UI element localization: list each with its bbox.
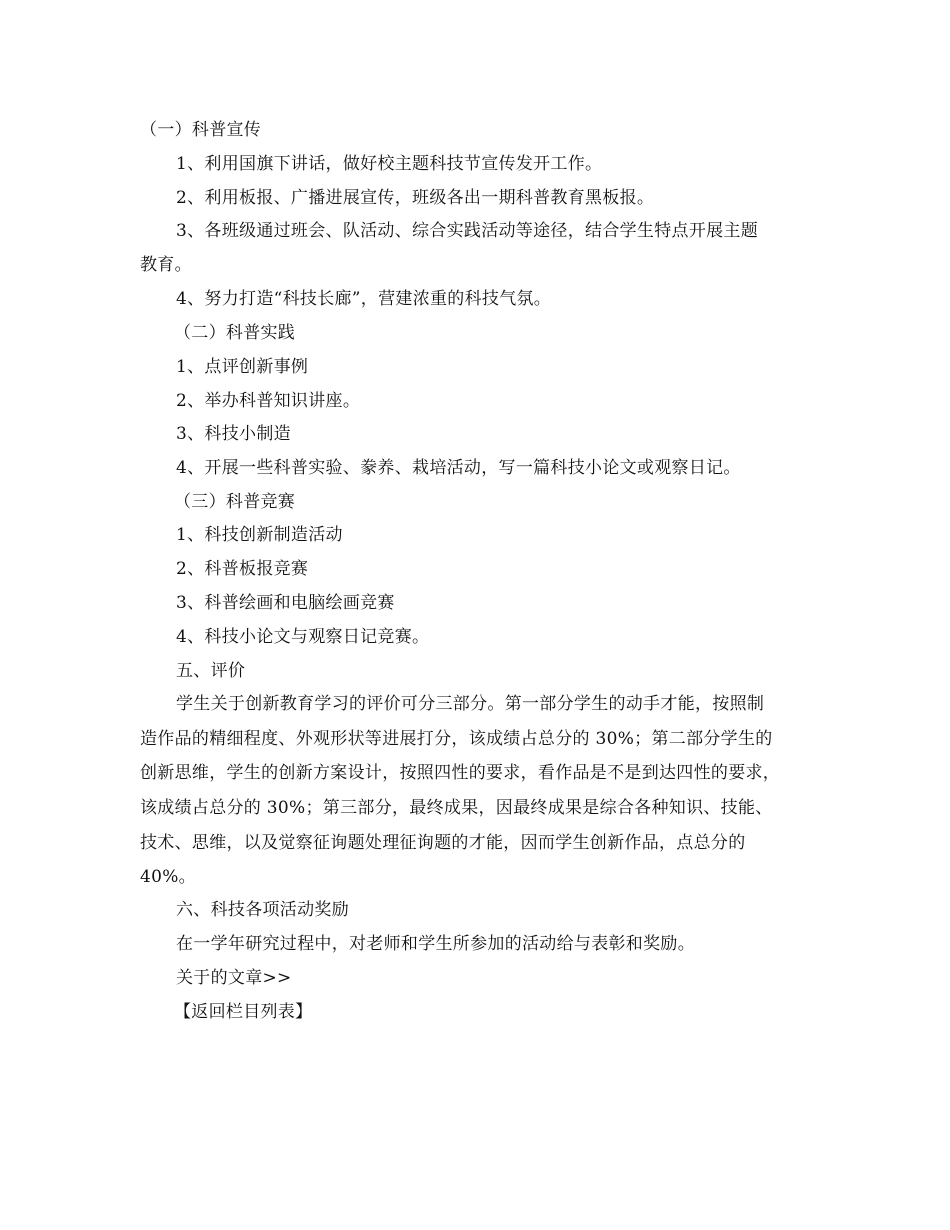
- section-heading-science-competition: （三）科普竞赛: [174, 492, 296, 512]
- section-heading-awards: 六、科技各项活动奖励: [176, 900, 349, 920]
- back-to-list-link[interactable]: 【返回栏目列表】: [174, 1002, 313, 1022]
- paragraph-line: 学生关于创新教育学习的评价可分三部分。第一部分学生的动手才能，按照制: [176, 694, 765, 714]
- paragraph-line: 40%。: [140, 867, 196, 887]
- list-item: 3、各班级通过班会、队活动、综合实践活动等途径，结合学生特点开展主题: [176, 221, 759, 241]
- paragraph-line: 该成绩占总分的 30%；第三部分，最终成果，因最终成果是综合各种知识、技能、: [140, 798, 773, 818]
- list-item: 2、举办科普知识讲座。: [176, 391, 361, 411]
- related-articles-link[interactable]: 关于的文章>>: [176, 968, 292, 988]
- list-item: 1、利用国旗下讲话，做好校主题科技节宣传发开工作。: [176, 154, 603, 174]
- list-item: 3、科普绘画和电脑绘画竞赛: [176, 593, 395, 613]
- section-heading-evaluation: 五、评价: [176, 661, 246, 681]
- section-heading-science-publicity: （一）科普宣传: [140, 120, 262, 140]
- paragraph-line: 在一学年研究过程中，对老师和学生所参加的活动给与表彰和奖励。: [176, 934, 695, 954]
- paragraph-line: 造作品的精细程度、外观形状等进展打分，该成绩占总分的 30%；第二部分学生的: [140, 729, 773, 749]
- list-item: 1、科技创新制造活动: [176, 525, 343, 545]
- list-item: 4、科技小论文与观察日记竞赛。: [176, 627, 430, 647]
- list-item: 3、科技小制造: [176, 424, 291, 444]
- list-item: 2、利用板报、广播进展宣传，班级各出一期科普教育黑板报。: [176, 188, 655, 208]
- list-item-continuation: 教育。: [140, 255, 192, 275]
- list-item: 1、点评创新事例: [176, 357, 309, 377]
- list-item: 2、科普板报竞赛: [176, 559, 309, 579]
- section-heading-science-practice: （二）科普实践: [174, 323, 296, 343]
- list-item: 4、努力打造“科技长廊”，营建浓重的科技气氛。: [176, 289, 552, 309]
- paragraph-line: 创新思维，学生的创新方案设计，按照四性的要求，看作品是不是到达四性的要求，: [140, 763, 781, 783]
- list-item: 4、开展一些科普实验、豢养、栽培活动，写一篇科技小论文或观察日记。: [176, 458, 741, 478]
- paragraph-line: 技术、思维，以及觉察征询题处理征询题的才能，因而学生创新作品，点总分的: [140, 833, 746, 853]
